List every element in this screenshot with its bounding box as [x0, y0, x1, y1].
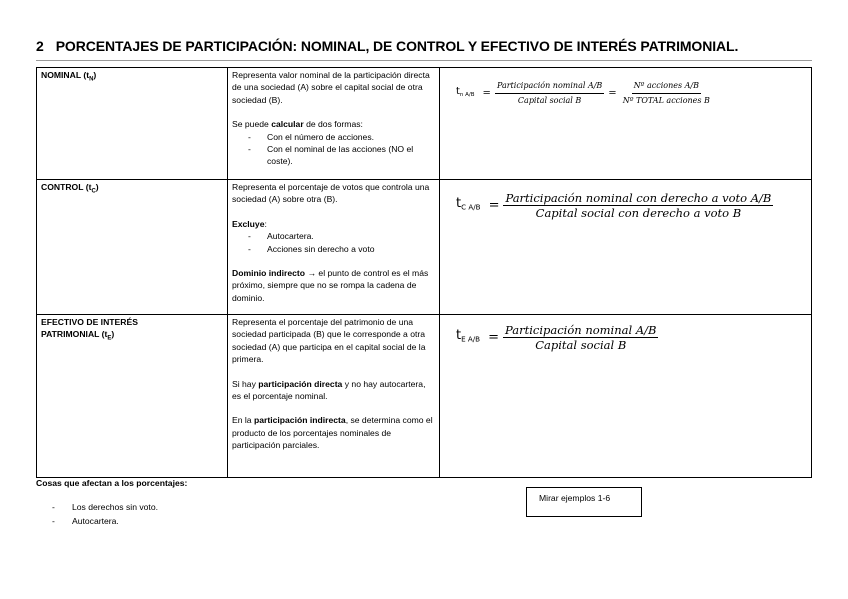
- efectivo-indirecta-text: En la participación indirecta, se determina como el producto de los porcentajes nominales de participación parciales.: [232, 415, 433, 451]
- examples-box: Mirar ejemplos 1-6: [526, 487, 642, 517]
- nominal-description: Representa valor nominal de la participación directa de una sociedad (A) sobre el capital social de otra sociedad (B).: [232, 70, 430, 105]
- list-item: - Autocartera.: [248, 230, 435, 242]
- table-row-control: [37, 180, 812, 315]
- desc-control: [228, 180, 440, 315]
- desc-efectivo: [228, 315, 440, 478]
- list-item: - Los derechos sin voto.: [52, 500, 158, 514]
- label-control: CONTROL $(t_C)$: [37, 180, 228, 315]
- list-item: - Con el nominal de las acciones (NO el coste).: [248, 143, 435, 168]
- formula-cell-efectivo: [440, 315, 812, 478]
- section-title: PORCENTAJES DE PARTICIPACIÓN: NOMINAL, DE CONTROL Y EFECTIVO DE INTERÉS PATRIMONIAL.: [55, 38, 739, 54]
- control-excluye-list: [232, 230, 435, 255]
- label-nominal: NOMINAL $(t_N)$: [37, 68, 228, 180]
- label-efectivo: EFECTIVO DE INTERÉS PATRIMONIAL $(t_E)$: [37, 315, 228, 478]
- efectivo-description: Representa el porcentaje del patrimonio de una sociedad participada (B) que le corresponde a otra sociedad (A) que participa en el capital social de la primera.: [232, 317, 426, 365]
- formula-efectivo: $t_{E A/B}$ = $\frac{\text{Participación nominal A/B}}{\text{Capital social B}}$: [456, 323, 657, 353]
- desc-nominal: [228, 68, 440, 180]
- heading-rule: [36, 60, 812, 61]
- fraction-nominal-1: $\frac{\text{Participación nominal A/B}}{\text{Capital social B}}$: [496, 81, 603, 106]
- fraction-control: $\frac{\text{Participación nominal con derecho a voto A/B}}{\text{Capital social con derecho a voto B}}$: [505, 191, 772, 221]
- nominal-calc-list: [232, 131, 435, 168]
- formula-cell-control: [440, 180, 812, 315]
- arrow-right-icon: →: [307, 268, 317, 279]
- nominal-calc-text: Se puede calcular de dos formas:: [232, 119, 363, 130]
- table-row-efectivo: [37, 315, 812, 478]
- section-number: 2: [36, 38, 44, 54]
- formula-cell-nominal: [440, 68, 812, 180]
- fraction-efectivo: $\frac{\text{Participación nominal A/B}}{\text{Capital social B}}$: [505, 323, 657, 353]
- control-description: Representa el porcentaje de votos que controla una sociedad (A) sobre otra (B).: [232, 182, 430, 205]
- cosas-list: [52, 500, 158, 528]
- list-item: - Autocartera.: [52, 514, 158, 528]
- table-row-nominal: [37, 68, 812, 180]
- formula-control: $t_{C A/B}$ = $\frac{\text{Participación nominal con derecho a voto A/B}}{\text{Capital social con derecho a voto B}}$: [456, 191, 772, 221]
- cosas-title: Cosas que afectan a los porcentajes:: [36, 478, 188, 488]
- list-item: - Acciones sin derecho a voto: [248, 243, 435, 255]
- fraction-nominal-2: $\frac{\text{Nº acciones A/B}}{\text{Nº TOTAL acciones B}}$: [622, 81, 710, 106]
- percentages-table: [36, 67, 812, 478]
- control-dominio-text: Dominio indirecto → el punto de control es el más próximo, siempre que no se rompa la cadena de dominio.: [232, 268, 429, 303]
- control-excluye: Excluye:: [232, 218, 267, 229]
- section-heading: [36, 38, 738, 54]
- formula-nominal: $t_{n A/B}$ = $\frac{\text{Participación nominal A/B}}{\text{Capital social B}}$ = $\frac{\text{Nº acciones A/B}}{\text{Nº TOTAL acciones B}}$: [456, 80, 807, 108]
- efectivo-directa-text: Si hay participación directa y no hay autocartera, es el porcentaje nominal.: [232, 378, 426, 402]
- list-item: - Con el número de acciones.: [248, 131, 435, 143]
